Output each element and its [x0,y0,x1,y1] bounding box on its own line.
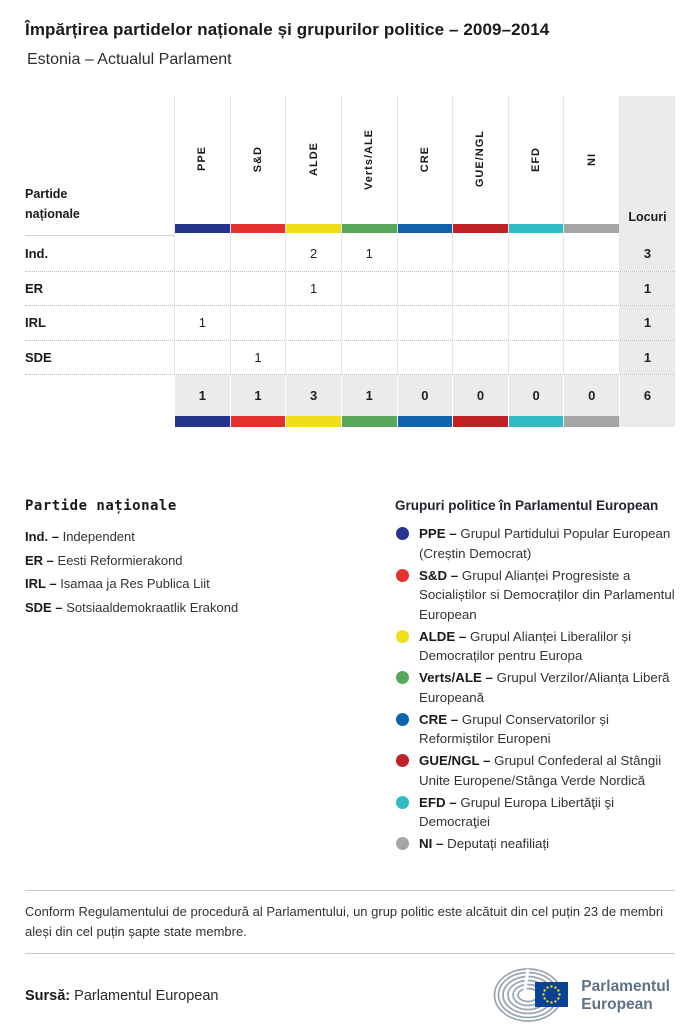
column-header-seats [619,96,675,236]
column-header-gue-ngl [452,96,508,236]
total-value: 0 [397,375,453,416]
group-color-bar [564,224,619,233]
legends-section [25,498,675,856]
group-color-bar [508,416,564,427]
cell-value [397,341,453,375]
seats-table [25,96,675,427]
ep-hemicycle-icon [494,967,572,1025]
table-row-irl [25,305,675,340]
footnote: Conform Regulamentului de procedură al Parlamentului, un grup politic este alcătuit din cel puțin 23 de membri aleși din cel puțin șapte state membre. [25,904,664,939]
legend-color-dot [396,837,409,850]
column-header-verts-ale [341,96,397,236]
party-label: ER [25,280,44,296]
cell-value [508,236,564,271]
column-header-cre [397,96,453,236]
row-header-cell [25,96,174,236]
cell-value [341,272,397,306]
group-color-bar [341,416,397,427]
page-title: Împărțirea partidelor naționale și grupurilor politice – 2009–2014 [25,20,550,39]
group-color-bar [452,416,508,427]
total-value: 3 [285,375,341,416]
cell-value: 1 [174,306,230,340]
list-item: GUE/NGL – Grupul Confederal al Stângii Unite Europene/Stânga Verde Nordică [395,751,675,790]
totals-label-cell [25,375,174,416]
table-header-row [25,96,675,236]
seats-value: 3 [619,236,675,271]
list-item: IRL – Isamaa ja Res Publica Liit [25,576,210,591]
cell-value: 1 [341,236,397,271]
party-label: Ind. [25,245,49,261]
cell-value [230,236,286,271]
table-row-er [25,271,675,306]
column-label: GUE/NGL [474,130,487,188]
legend-color-dot [396,569,409,582]
cell-value [285,306,341,340]
divider [25,953,675,954]
list-item: CRE – Grupul Conservatorilor și Reformiștilor Europeni [395,710,675,749]
cell-value [230,306,286,340]
cell-value [285,341,341,375]
column-label: ALDE [307,142,320,176]
group-color-bar [230,416,286,427]
legend-title: Partide naționale [25,498,177,514]
national-parties-legend [25,498,395,856]
page-subtitle: Estonia – Actualul Parlament [27,51,232,68]
column-label: CRE [418,145,431,173]
list-item: Ind. – Independent [25,529,135,544]
total-value: 0 [452,375,508,416]
list-item: EFD – Grupul Europa Libertăţii şi Democraţiei [395,793,675,832]
cell-value [563,341,619,375]
total-value: 1 [341,375,397,416]
column-label: EFD [530,146,543,172]
cell-value [397,272,453,306]
column-header-ppe [174,96,230,236]
cell-value [563,272,619,306]
row-header-title: Partide naționale [25,187,80,221]
legend-color-dot [396,796,409,809]
party-label: IRL [25,315,46,331]
cell-value [174,341,230,375]
column-label: S&D [251,145,264,173]
total-seats-value: 6 [619,375,675,416]
source-label: Sursă: [25,988,71,1004]
legend-color-dot [396,754,409,767]
total-value: 1 [230,375,286,416]
table-row-ind [25,236,675,271]
cell-value [452,306,508,340]
legend-color-dot [396,671,409,684]
seats-label: Locuri [628,210,667,224]
column-header-sd [230,96,286,236]
group-color-bar [397,416,453,427]
political-groups-legend [395,498,675,856]
cell-value [452,272,508,306]
column-header-ni [563,96,619,236]
group-color-bar [398,224,453,233]
column-label: Verts/ALE [363,128,376,190]
group-color-bar [231,224,286,233]
table-totals-row [25,374,675,416]
cell-value [563,306,619,340]
group-color-bar [174,416,230,427]
divider [25,890,675,891]
ep-logo [494,967,670,1025]
list-item: ER – Eesti Reformierakond [25,552,183,568]
list-item: NI – Deputați neafiliați [395,834,675,854]
group-color-bar [175,224,230,233]
source-row [25,967,675,1025]
column-label: PPE [196,146,209,172]
list-item: PPE – Grupul Partidului Popular European (Creștin Democrat) [395,524,675,563]
column-label: NI [585,152,598,166]
cell-value: 1 [230,341,286,375]
group-color-bar [563,416,619,427]
legend-color-dot [396,713,409,726]
cell-value [452,236,508,271]
seats-value: 1 [619,272,675,306]
cell-value [397,306,453,340]
list-item: ALDE – Grupul Alianței Liberalilor și Democraților pentru Europa [395,627,675,666]
group-color-bar [285,416,341,427]
ep-logo-text: Parlamentul European [581,978,670,1013]
list-item: SDE – Sotsiaaldemokraatlik Erakond [25,599,239,615]
seats-value: 1 [619,341,675,375]
group-color-bar [453,224,508,233]
cell-value [452,341,508,375]
legend-color-dot [396,527,409,540]
group-color-bar [342,224,397,233]
legend-title: Grupuri politice în Parlamentul European [395,498,659,513]
source-text: Parlamentul European [74,988,219,1004]
total-value: 0 [508,375,564,416]
party-label: SDE [25,349,52,365]
column-header-alde [285,96,341,236]
list-item: S&D – Grupul Alianței Progresiste a Socialiștilor si Democraților din Parlamentul European [395,566,675,625]
total-value: 1 [174,375,230,416]
cell-value [508,272,564,306]
cell-value [341,341,397,375]
cell-value [230,272,286,306]
cell-value [341,306,397,340]
bottom-color-bar-row [25,416,675,427]
cell-value [174,272,230,306]
group-color-bar [286,224,341,233]
cell-value [563,236,619,271]
column-header-efd [508,96,564,236]
group-color-bar [509,224,564,233]
cell-value: 2 [285,236,341,271]
cell-value [397,236,453,271]
cell-value [508,306,564,340]
list-item: Verts/ALE – Grupul Verzilor/Alianța Liberă Europeană [395,668,675,707]
seats-value: 1 [619,306,675,340]
total-value: 0 [563,375,619,416]
cell-value [508,341,564,375]
table-row-sde [25,340,675,375]
cell-value: 1 [285,272,341,306]
source-line [25,988,218,1004]
legend-color-dot [396,630,409,643]
cell-value [174,236,230,271]
